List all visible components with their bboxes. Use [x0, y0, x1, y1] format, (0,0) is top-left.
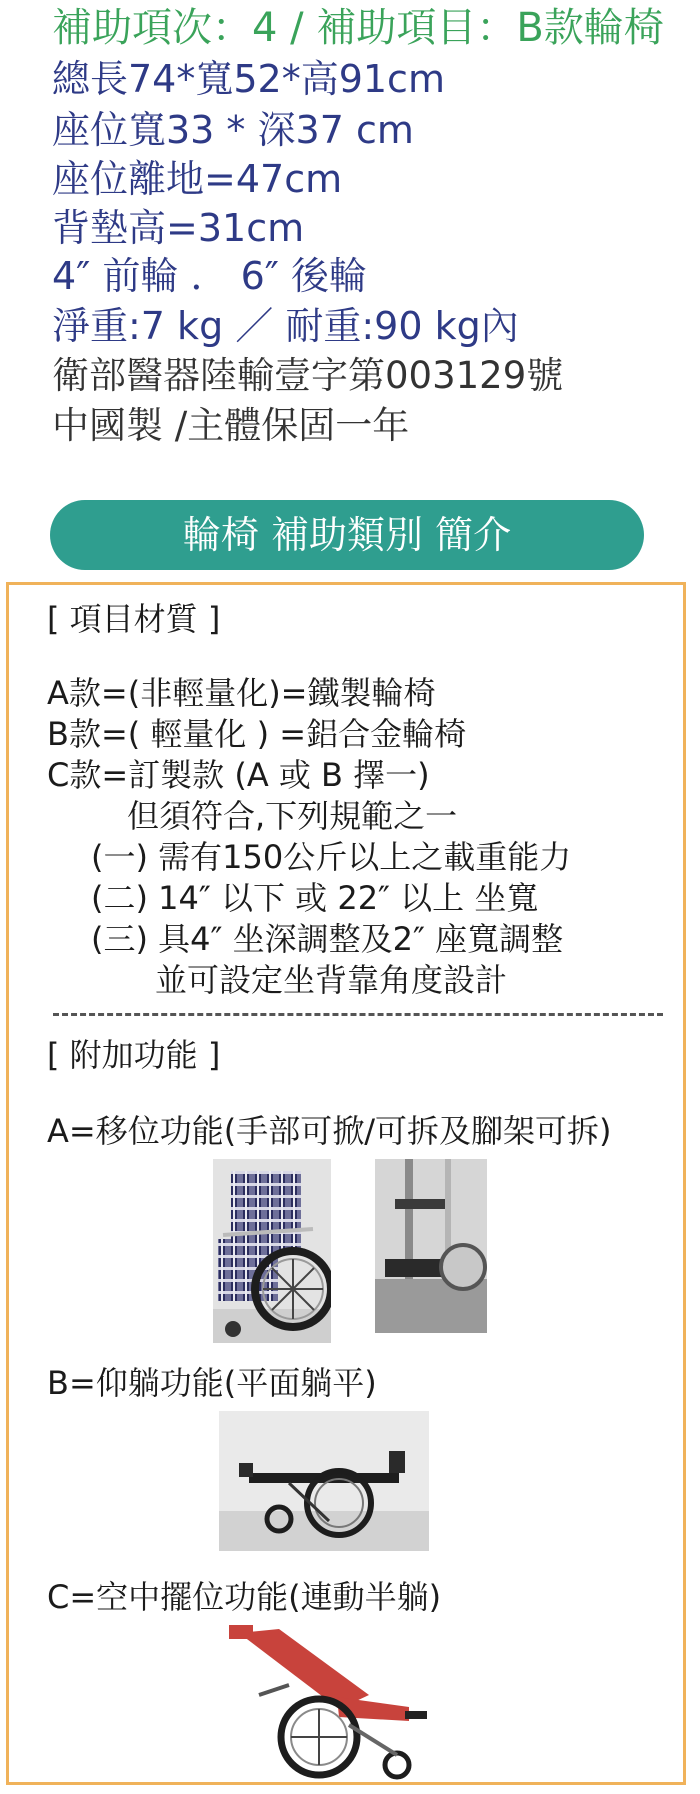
material-line: (一) 需有150公斤以上之載重能力: [91, 838, 572, 876]
wheelchair-photo-checkered: [213, 1159, 331, 1343]
dashed-divider: [53, 1013, 663, 1016]
subsidy-title: 補助項次：4 / 補助項目：B款輪椅: [52, 5, 664, 51]
spec-wheels: 4″ 前輪 ． 6″ 後輪: [52, 254, 368, 298]
spec-seat-size: 座位寬33 * 深37 cm: [52, 108, 414, 152]
material-line: 但須符合,下列規範之一: [127, 797, 458, 835]
spec-weight: 淨重:7 kg ／ 耐重:90 kg內: [52, 304, 519, 348]
feature-a-label: A=移位功能(手部可掀/可拆及腳架可拆): [47, 1112, 612, 1150]
wheelchair-photo-footrest: [375, 1159, 487, 1333]
material-line: (三) 具4″ 坐深調整及2″ 座寬調整: [91, 920, 564, 958]
material-line: C款=訂製款 (A 或 B 擇一): [47, 756, 430, 794]
spec-back-height: 背墊高=31cm: [52, 206, 305, 250]
material-line: B款=( 輕量化 ) =鋁合金輪椅: [47, 715, 467, 753]
extra-heading: [ 附加功能 ]: [47, 1036, 221, 1074]
wheelchair-photo-reclined: [219, 1411, 429, 1551]
feature-c-label: C=空中擺位功能(連動半躺): [47, 1578, 442, 1616]
spec-seat-height: 座位離地=47cm: [52, 157, 343, 201]
material-line: 並可設定坐背靠角度設計: [155, 961, 508, 999]
feature-b-label: B=仰躺功能(平面躺平): [47, 1364, 377, 1402]
spec-license: 衛部醫器陸輸壹字第003129號: [52, 354, 564, 397]
wheelchair-photo-tilt: [219, 1625, 459, 1781]
category-banner: 輪椅 補助類別 簡介: [50, 500, 644, 570]
material-line: A款=(非輕量化)=鐵製輪椅: [47, 674, 436, 712]
spec-dimensions: 總長74*寬52*高91cm: [52, 57, 445, 101]
info-panel: [6, 582, 686, 1785]
material-line: (二) 14″ 以下 或 22″ 以上 坐寬: [91, 879, 539, 917]
spec-origin-warranty: 中國製 /主體保固一年: [52, 404, 410, 447]
material-heading: [ 項目材質 ]: [47, 600, 221, 638]
